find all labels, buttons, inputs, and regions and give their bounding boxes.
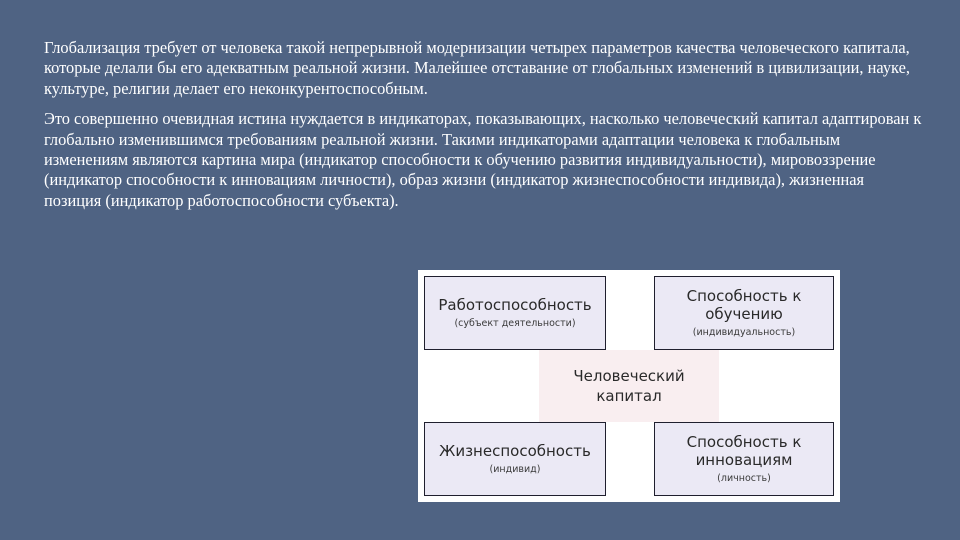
box-innovation-ability-title: Способность к инновациям (686, 433, 802, 469)
box-innovation-ability (654, 422, 834, 496)
human-capital-diagram (418, 270, 840, 502)
box-work-capacity-title: Работоспособность (438, 296, 592, 314)
box-learning-ability (654, 276, 834, 350)
slide-text (44, 38, 924, 211)
paragraph-indicators: Это совершенно очевидная истина нуждается в индикаторах, показывающих, насколько человеческий капитал адаптирован к глобально изменившимся требованиям реальной жизни. Такими индикаторами адаптации человека к глобальным изменениям являются картина мира (индикатор способности к обучению развития индивидуальности), мировоззрение (индикатор способности к инновациям личности), образ жизни (индикатор жизнеспособности индивида), жизненная позиция (индикатор работоспособности субъекта). (44, 109, 922, 210)
box-viability (424, 422, 606, 496)
box-learning-ability-subtitle: (индивидуальность) (692, 327, 796, 338)
paragraph-globalization: Глобализация требует от человека такой непрерывной модернизации четырех параметров качества человеческого капитала, которые делали бы его адекватным реальной жизни. Малейшее отставание от глобальных изменений в цивилизации, науке, культуре, религии делает его неконкурентоспособным. (44, 38, 910, 98)
box-viability-title: Жизнеспособность (439, 442, 591, 460)
box-innovation-ability-subtitle: (личность) (717, 473, 771, 484)
box-work-capacity (424, 276, 606, 350)
box-work-capacity-subtitle: (субъект деятельности) (454, 318, 576, 329)
center-human-capital: Человеческий капитал (539, 350, 719, 422)
box-viability-subtitle: (индивид) (489, 464, 541, 475)
box-learning-ability-title: Способность к обучению (686, 287, 802, 323)
